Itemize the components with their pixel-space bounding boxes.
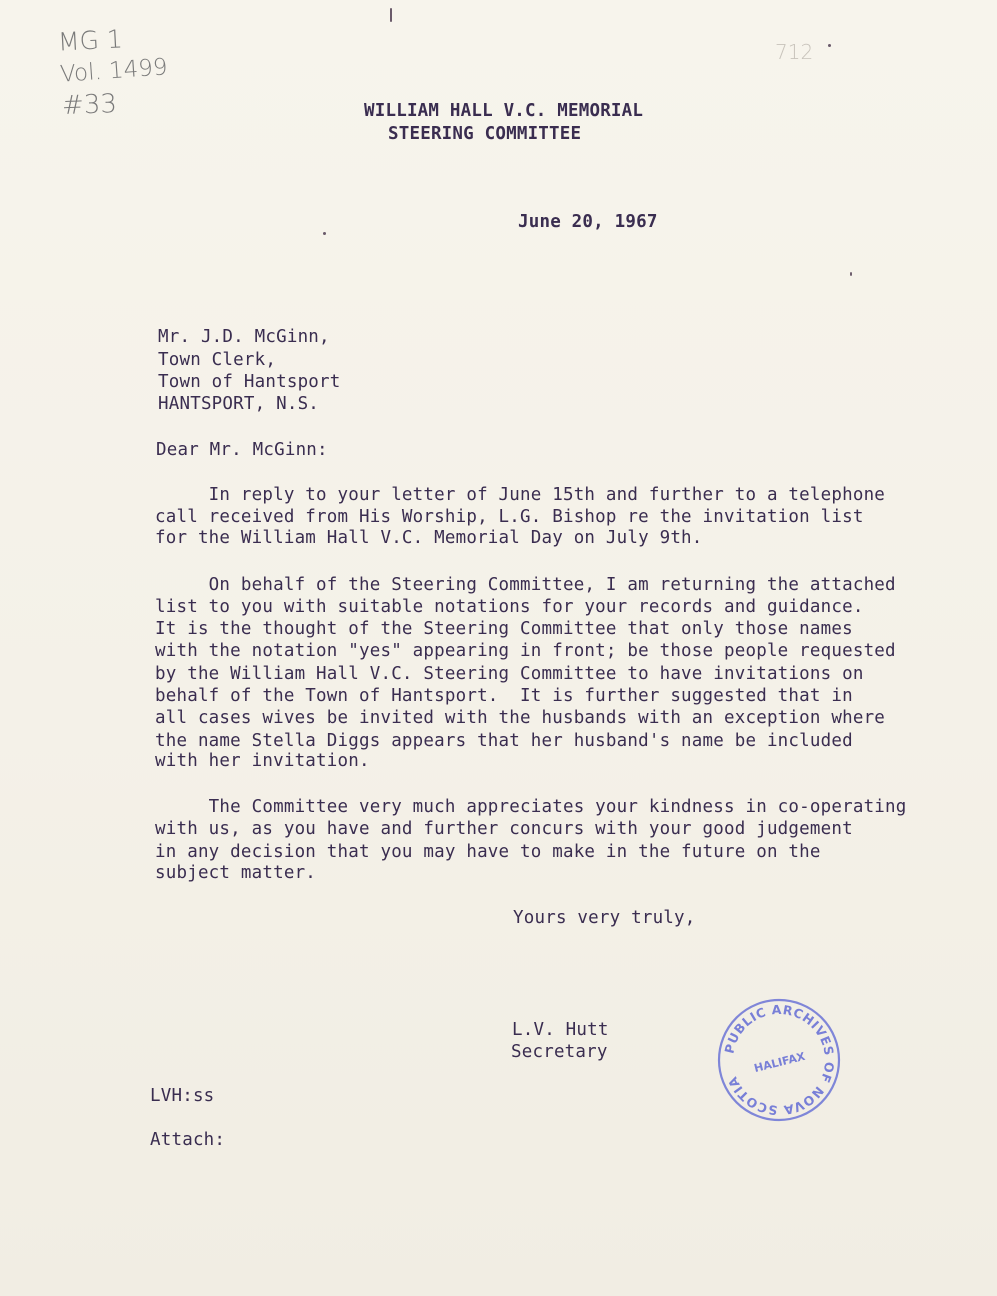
paragraph-line: list to you with suitable notations for your records and guidance. <box>155 597 864 617</box>
paragraph-line: behalf of the Town of Hantsport. It is further suggested that in <box>155 686 853 706</box>
letter-date: June 20, 1967 <box>518 212 658 232</box>
paper-speck <box>850 272 852 276</box>
archives-stamp <box>715 996 843 1124</box>
paragraph-line: It is the thought of the Steering Committee that only those names <box>155 619 853 639</box>
handwritten-ref-line-2: Vol. 1499 <box>59 54 169 88</box>
signatory-title: Secretary <box>511 1042 608 1062</box>
paper-speck <box>828 44 831 47</box>
recipient-location: HANTSPORT, N.S. <box>158 394 320 414</box>
faint-corner-mark: 712 <box>775 40 814 64</box>
letterhead-subtitle: STEERING COMMITTEE <box>388 124 582 144</box>
paragraph-line: with the notation "yes" appearing in front; be those people requested <box>155 641 896 661</box>
paragraph-line: in any decision that you may have to make in the future on the <box>155 842 821 862</box>
complimentary-close: Yours very truly, <box>513 908 696 928</box>
handwritten-ref-line-1: MG 1 <box>57 24 124 57</box>
paragraph-line: the name Stella Diggs appears that her husband's name be included <box>155 731 853 751</box>
handwritten-ref-line-3: #33 <box>61 89 118 121</box>
paper-speck <box>323 232 326 235</box>
paper-speck <box>390 8 392 22</box>
reference-initials: LVH:ss <box>150 1086 215 1106</box>
stamp-center-text: HALIFAX <box>752 1049 807 1076</box>
enclosure-notation: Attach: <box>150 1130 226 1150</box>
recipient-title: Town Clerk, <box>158 350 277 370</box>
paragraph-line: subject matter. <box>155 863 317 883</box>
paragraph-line: all cases wives be invited with the husbands with an exception where <box>155 708 886 728</box>
recipient-name: Mr. J.D. McGinn, <box>158 327 330 347</box>
paragraph-line: call received from His Worship, L.G. Bishop re the invitation list <box>155 507 864 527</box>
paragraph-line: for the William Hall V.C. Memorial Day on July 9th. <box>155 528 703 548</box>
stamp-ring-text: PUBLIC ARCHIVES OF NOVA SCOTIA <box>721 1001 838 1119</box>
letterhead-title: WILLIAM HALL V.C. MEMORIAL <box>364 101 644 121</box>
paragraph-line: with her invitation. <box>155 751 370 771</box>
salutation: Dear Mr. McGinn: <box>156 440 328 460</box>
paragraph-line: In reply to your letter of June 15th and further to a telephone <box>155 485 886 505</box>
paragraph-line: with us, as you have and further concurs with your good judgement <box>155 819 853 839</box>
paragraph-line: The Committee very much appreciates your kindness in co-operating <box>155 797 907 817</box>
recipient-organization: Town of Hantsport <box>158 372 341 392</box>
signatory-name: L.V. Hutt <box>512 1020 609 1040</box>
paragraph-line: by the William Hall V.C. Steering Committee to have invitations on <box>155 664 864 684</box>
paragraph-line: On behalf of the Steering Committee, I am returning the attached <box>155 575 896 595</box>
